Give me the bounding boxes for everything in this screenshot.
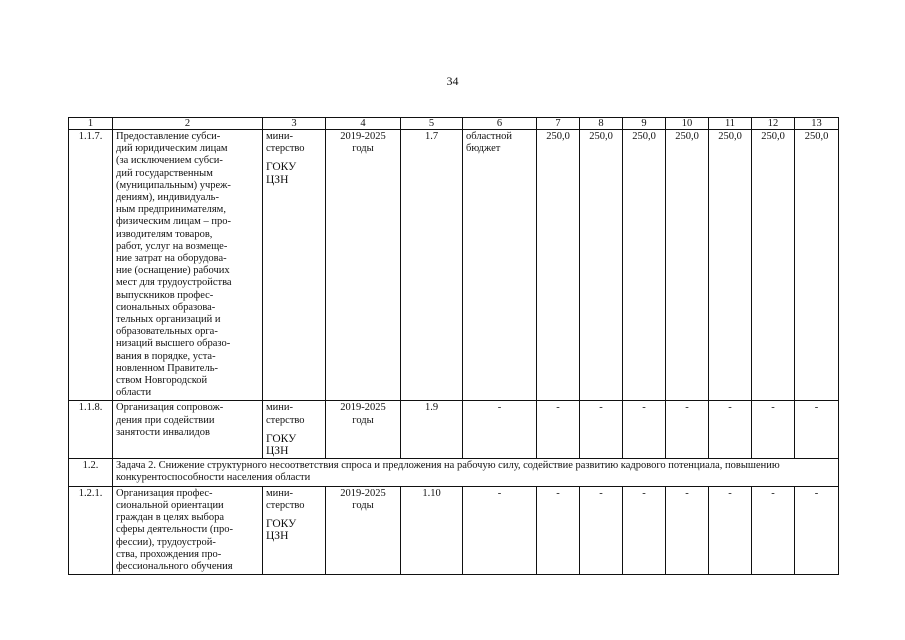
year-value: - bbox=[709, 401, 752, 459]
activity-name-line: (за исключением субси- bbox=[116, 155, 223, 167]
year-value: - bbox=[623, 486, 666, 574]
year-value: - bbox=[537, 486, 580, 574]
period bbox=[326, 486, 401, 574]
executor-line: ЦЗН bbox=[266, 445, 289, 458]
period-line: годы bbox=[352, 143, 374, 155]
year-value: 250,0 bbox=[795, 130, 839, 401]
executor-line: стерство bbox=[266, 499, 305, 511]
header-cell: 2 bbox=[113, 118, 263, 130]
header-row bbox=[69, 118, 839, 130]
year-value: - bbox=[580, 401, 623, 459]
year-value: 250,0 bbox=[666, 130, 709, 401]
year-value: 250,0 bbox=[537, 130, 580, 401]
activity-name-line: мест для трудоустройства bbox=[116, 277, 232, 289]
activity-name-line: дениям), индивидуаль- bbox=[116, 192, 219, 204]
header-cell: 9 bbox=[623, 118, 666, 130]
header-cell: 13 bbox=[795, 118, 839, 130]
row-number: 1.2. bbox=[69, 459, 113, 486]
period-line: 2019-2025 bbox=[340, 131, 386, 142]
year-value: - bbox=[580, 486, 623, 574]
period-line: 2019-2025 bbox=[340, 402, 386, 414]
year-value: - bbox=[623, 401, 666, 459]
year-value: 250,0 bbox=[623, 130, 666, 401]
activity-name-line: выпускников профес- bbox=[116, 289, 214, 301]
target-indicator: 1.10 bbox=[401, 486, 463, 574]
executor-line: ГОКУ bbox=[266, 161, 297, 174]
activity-name-line: граждан в целях выбора bbox=[116, 512, 225, 524]
activity-name-line: ства, прохождения про- bbox=[116, 548, 222, 560]
header-cell: 3 bbox=[263, 118, 326, 130]
table-row bbox=[69, 459, 839, 486]
period-line: годы bbox=[352, 499, 374, 511]
activity-name-line: тельных организаций и bbox=[116, 314, 221, 326]
activity-name-line: сиональных образова- bbox=[116, 301, 216, 313]
row-number: 1.1.8. bbox=[69, 401, 113, 459]
activity-name-line: сиональной ориентации bbox=[116, 499, 224, 511]
activity-name-line: ством Новгородской bbox=[116, 375, 208, 387]
executor-line: мини- bbox=[266, 131, 293, 142]
year-value: - bbox=[795, 486, 839, 574]
header-cell: 12 bbox=[752, 118, 795, 130]
row-number: 1.1.7. bbox=[69, 130, 113, 401]
activity-name-line: образовательных орга- bbox=[116, 326, 218, 338]
funding-source-line: - bbox=[497, 402, 502, 414]
activity-name-line: Организация профес- bbox=[116, 487, 213, 499]
activity-name-line: фессии), трудоустрой- bbox=[116, 536, 216, 548]
year-value: 250,0 bbox=[752, 130, 795, 401]
header-cell: 11 bbox=[709, 118, 752, 130]
activity-name bbox=[113, 130, 263, 401]
header-cell: 8 bbox=[580, 118, 623, 130]
year-value: - bbox=[537, 401, 580, 459]
activity-name-line: новленном Правитель- bbox=[116, 362, 218, 374]
funding-source bbox=[463, 486, 537, 574]
activity-name bbox=[113, 486, 263, 574]
funding-source-line: - bbox=[497, 487, 502, 499]
target-indicator: 1.7 bbox=[401, 130, 463, 401]
activity-name-line: Предоставление субси- bbox=[116, 131, 221, 142]
funding-source-line: областной bbox=[466, 131, 512, 142]
executor-line: мини- bbox=[266, 402, 293, 414]
table-row bbox=[69, 401, 839, 459]
activity-name-line: изводителям товаров, bbox=[116, 228, 213, 240]
header-cell: 5 bbox=[401, 118, 463, 130]
year-value: - bbox=[795, 401, 839, 459]
executor bbox=[263, 486, 326, 574]
period-line: годы bbox=[352, 414, 374, 426]
header-cell: 7 bbox=[537, 118, 580, 130]
executor-line: стерство bbox=[266, 143, 305, 155]
header-cell: 6 bbox=[463, 118, 537, 130]
period bbox=[326, 130, 401, 401]
funding-source bbox=[463, 130, 537, 401]
funding-source-line: бюджет bbox=[466, 143, 501, 155]
activity-name-line: вания в порядке, уста- bbox=[116, 350, 216, 362]
activity-name-line: сферы деятельности (про- bbox=[116, 524, 234, 536]
header-cell: 4 bbox=[326, 118, 401, 130]
executor-line: стерство bbox=[266, 414, 305, 426]
program-table bbox=[68, 117, 839, 575]
year-value: 250,0 bbox=[580, 130, 623, 401]
year-value: - bbox=[709, 486, 752, 574]
executor-line: ГОКУ bbox=[266, 432, 297, 445]
activity-name-line: (муниципальным) учреж- bbox=[116, 179, 231, 191]
activity-name-line: дий юридическим лицам bbox=[116, 143, 228, 155]
year-value: - bbox=[752, 401, 795, 459]
executor-line: ЦЗН bbox=[266, 173, 289, 186]
period bbox=[326, 401, 401, 459]
activity-name-line: низаций высшего образо- bbox=[116, 338, 231, 350]
year-value: - bbox=[752, 486, 795, 574]
year-value: - bbox=[666, 401, 709, 459]
activity-name-line: фессионального обучения bbox=[116, 560, 233, 572]
activity-name-line: ным предпринимателям, bbox=[116, 204, 226, 216]
table-row bbox=[69, 130, 839, 401]
activity-name-line: Организация сопровож- bbox=[116, 402, 224, 414]
year-value: - bbox=[666, 486, 709, 574]
period-line: 2019-2025 bbox=[340, 487, 386, 499]
activity-name-line: ние затрат на оборудова- bbox=[116, 253, 227, 265]
header-cell: 1 bbox=[69, 118, 113, 130]
activity-name-line: работ, услуг на возмеще- bbox=[116, 240, 228, 252]
header-cell: 10 bbox=[666, 118, 709, 130]
row-number: 1.2.1. bbox=[69, 486, 113, 574]
table-body bbox=[69, 118, 839, 575]
executor-line: ГОКУ bbox=[266, 518, 297, 531]
year-value: 250,0 bbox=[709, 130, 752, 401]
activity-name-line: ние (оснащение) рабочих bbox=[116, 265, 230, 277]
activity-name bbox=[113, 401, 263, 459]
executor bbox=[263, 130, 326, 401]
task-text: Задача 2. Снижение структурного несоответствия спроса и предложения на рабочую силу, содействие развитию кадрового потенциала, повышению конкурентоспособности населения области bbox=[113, 459, 839, 486]
activity-name-line: физическим лицам – про- bbox=[116, 216, 231, 228]
funding-source bbox=[463, 401, 537, 459]
target-indicator: 1.9 bbox=[401, 401, 463, 459]
executor-line: мини- bbox=[266, 487, 293, 499]
activity-name-line: области bbox=[116, 387, 152, 399]
executor bbox=[263, 401, 326, 459]
executor-line: ЦЗН bbox=[266, 530, 289, 543]
table-row bbox=[69, 486, 839, 574]
activity-name-line: дий государственным bbox=[116, 167, 213, 179]
activity-name-line: занятости инвалидов bbox=[116, 426, 210, 438]
activity-name-line: дения при содействии bbox=[116, 414, 215, 426]
page-number: 34 bbox=[446, 74, 459, 88]
